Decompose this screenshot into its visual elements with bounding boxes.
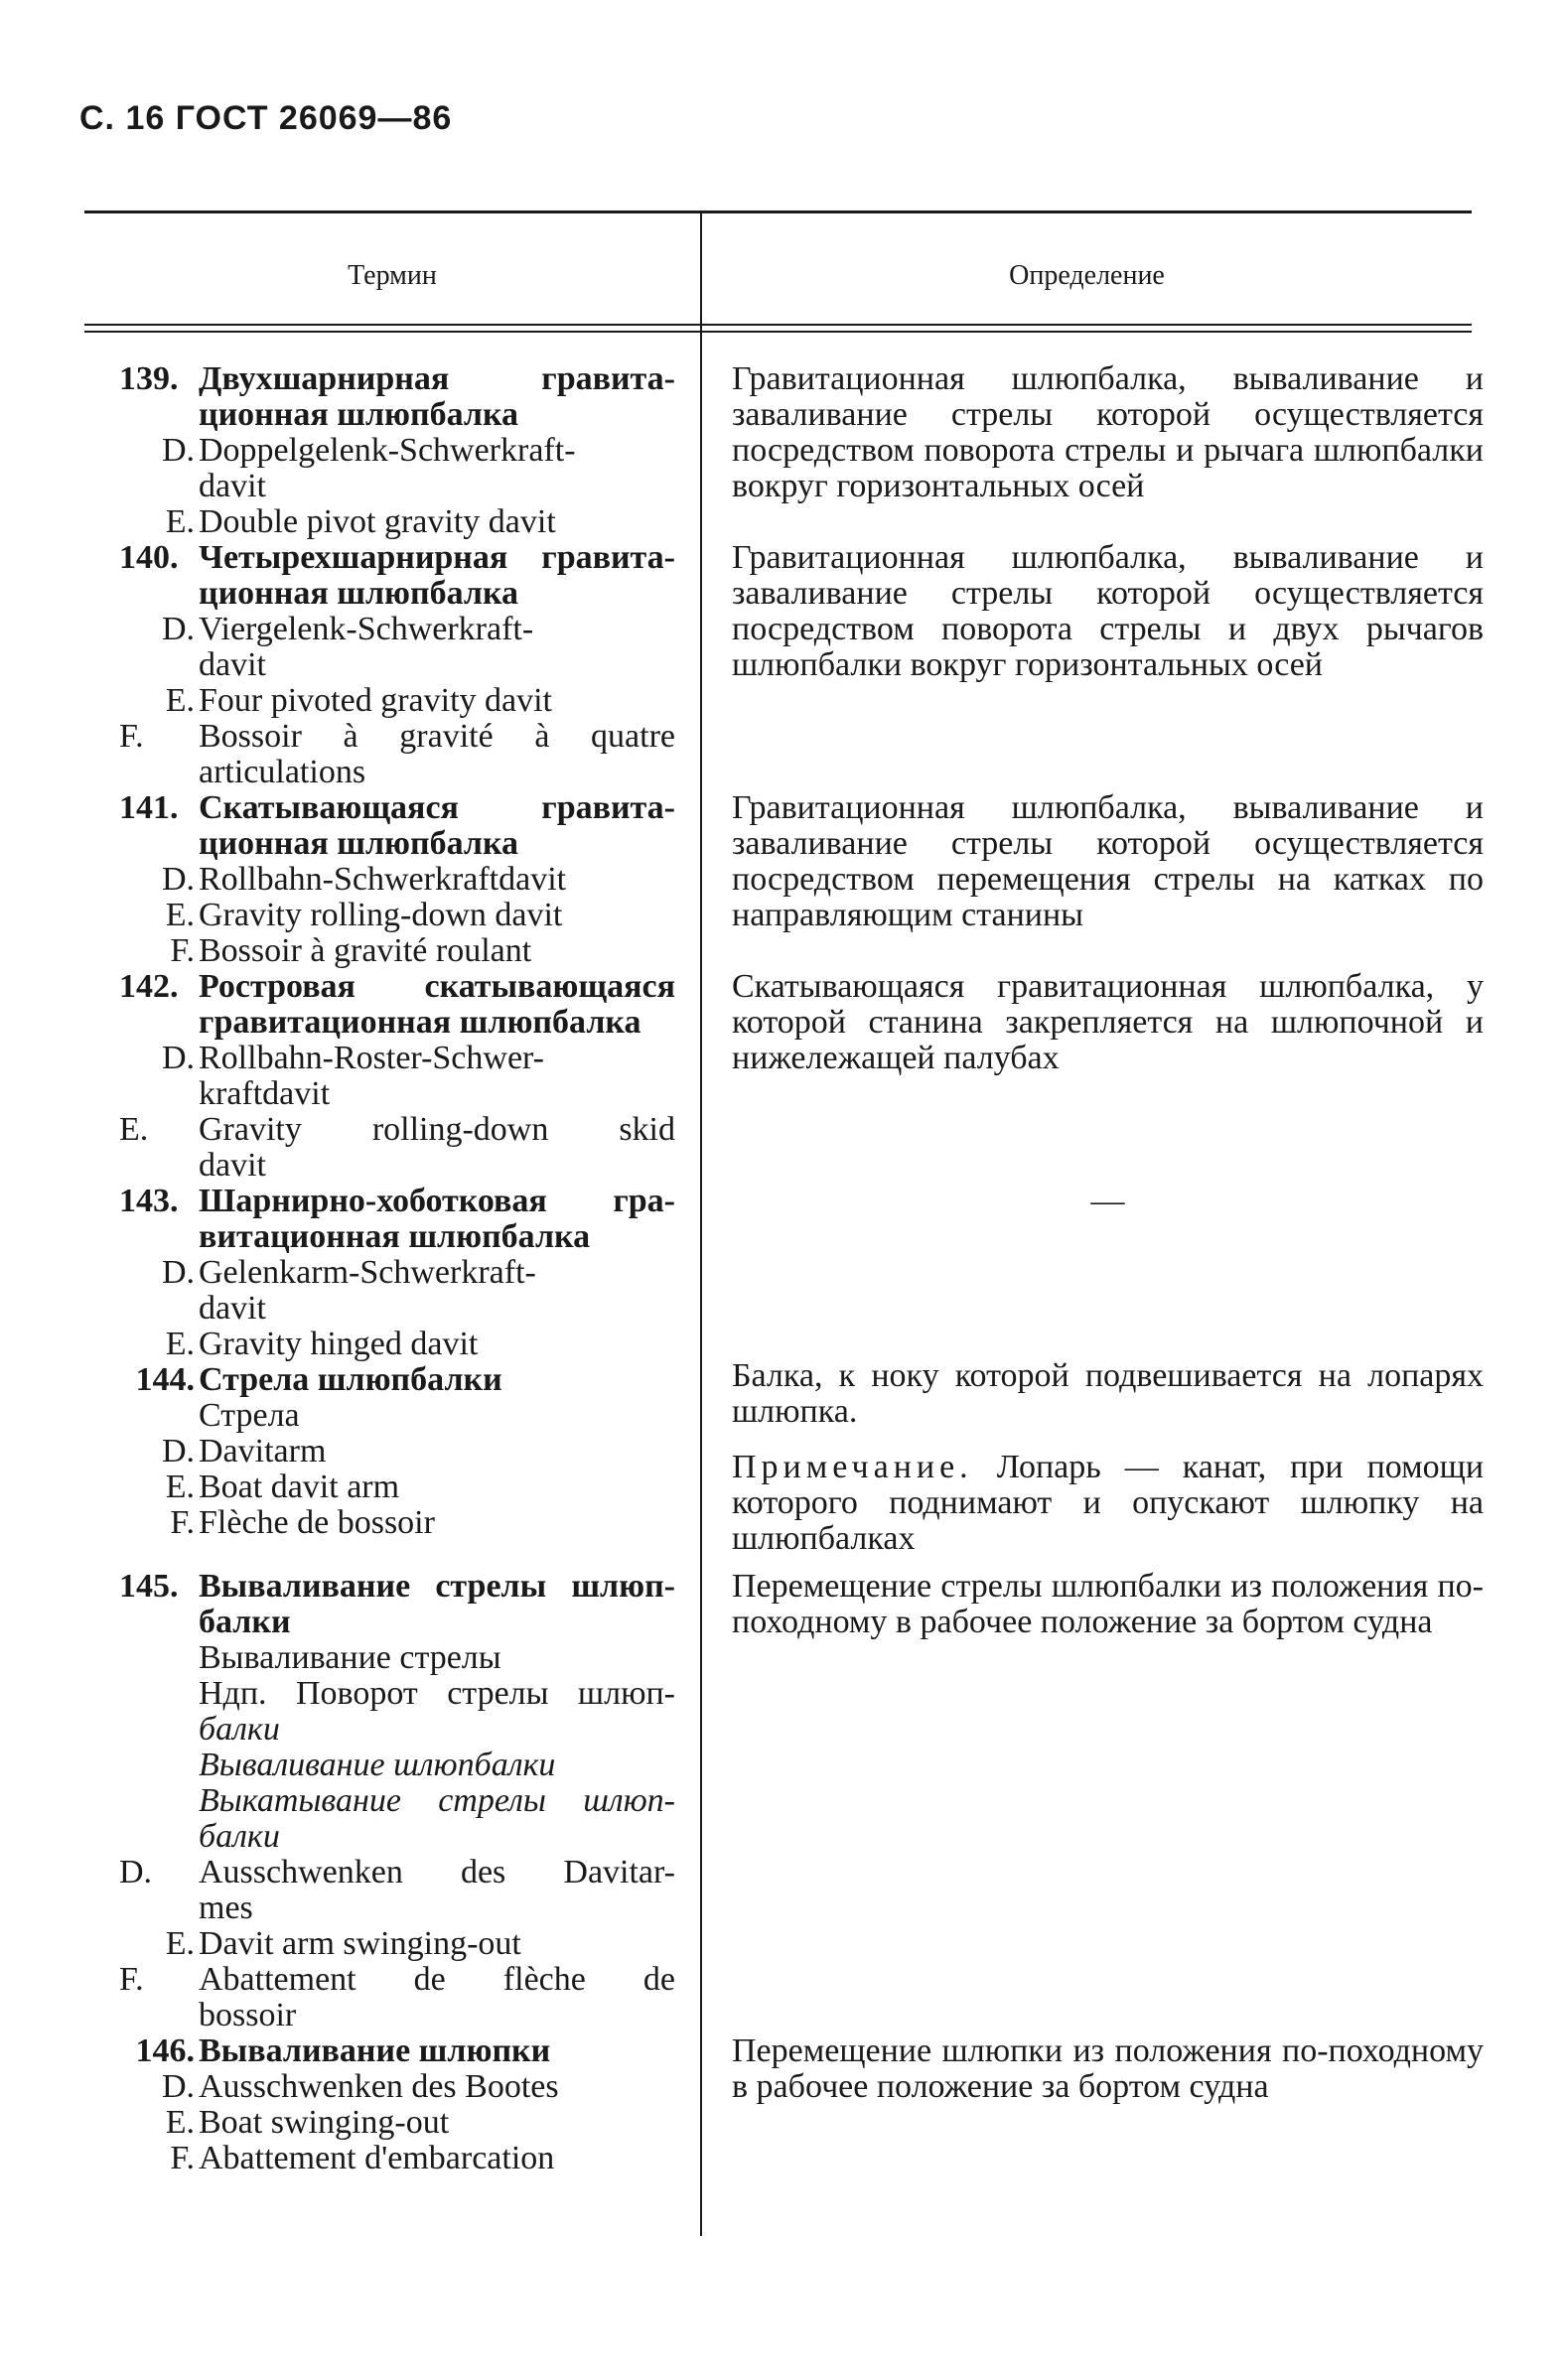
definition-139: Гравитационная шлюпбалка, вываливание и заваливание стрелы которой осуществляется посредством поворота стрелы и рычага шлюпбалки вокруг горизонтальных осей [732,360,1484,504]
term-line: E. Davit arm swinging-out [165,1925,521,1962]
term-line: балки [199,1604,291,1640]
term-entry-143 [119,1184,675,1362]
term-line: гравитационная шлюпбалка [199,1004,641,1041]
definition-141: Гравитационная шлюпбалка, вываливание и заваливание стрелы которой осуществляется посредством перемещения стрелы на катках по направляющим станины [732,789,1484,933]
term-entry-142 [119,969,675,1184]
table-top-rule [84,210,1472,213]
term-line: E. Gravity rolling-down davit [165,897,563,933]
term-entry-141 [119,790,675,969]
term-line: балки [199,1818,280,1855]
term-line: F. Bossoir à gravité roulant [170,932,532,969]
table-header-rule-2 [84,331,1472,333]
table-header-rule-1 [84,324,1472,326]
term-line: F. Bossoir à gravité à quatre [119,718,675,755]
term-line: davit [199,646,266,683]
term-line: D. Rollbahn-Schwerkraftdavit [161,861,567,898]
term-line: D. Gelenkarm-Schwerkraft- [161,1254,536,1291]
term-line: E. Gravity rolling-down skid [119,1111,675,1148]
term-line: F. Flèche de bossoir [170,1504,435,1541]
column-header-term: Термин [348,260,437,291]
term-line: 141. Скатывающаяся гравита- [119,789,675,826]
term-line: bossoir [199,1997,297,2033]
definition-144: Балка, к ноку которой подвешивается на лопарях шлюпка. [732,1357,1484,1430]
term-line: D. Doppelgelenk-Schwerkraft- [161,432,576,469]
term-line: davit [199,1290,266,1327]
note-label: Примечание. [732,1449,973,1485]
term-line: kraftdavit [199,1075,331,1112]
term-line: Ндп. Поворот стрелы шлюп- [199,1675,675,1712]
column-header-definition: Определение [1009,260,1165,291]
term-line: 142. Ростровая скатывающаяся [119,968,675,1005]
term-line: 143. Шарнирно-хоботковая гра- [119,1183,675,1219]
term-line: 139. Двухшарнирная гравита- [119,360,675,397]
term-line: F. Abattement d'embarcation [170,2140,555,2176]
term-line: Стрела [199,1397,300,1434]
term-entry-145 [119,1569,675,2033]
term-line: E. Boat davit arm [165,1469,400,1505]
term-line: 146. Вываливание шлюпки [135,2032,551,2069]
note-144 [732,1450,1484,1557]
term-line: E. Gravity hinged davit [165,1326,479,1362]
term-line: D. Ausschwenken des Bootes [161,2068,559,2105]
term-line: davit [199,1147,266,1184]
term-line: балки [199,1711,280,1748]
term-line: 144. Стрела шлюпбалки [135,1361,502,1398]
column-divider [700,210,702,2236]
term-line: D. Rollbahn-Roster-Schwer- [161,1040,545,1076]
definition-140: Гравитационная шлюпбалка, вываливание и заваливание стрелы которой осуществляется посредством поворота стрелы и двух рычагов шлюпбалки вокруг горизонтальных осей [732,539,1484,683]
term-line: D. Viergelenk-Schwerkraft- [161,611,534,647]
term-entry-146 [119,2033,675,2176]
term-line: 140. Четырехшарнирная гравита- [119,539,675,576]
term-line: витационная шлюпбалка [199,1218,591,1255]
definition-146: Перемещение шлюпки из положения по-походному в рабочее положение за бортом судна [732,2032,1484,2105]
definition-142: Скатывающаяся гравитационная шлюпбалка, у которой станина закрепляется на шлюпочной и нижележащей палубах [732,968,1484,1076]
definition-145: Перемещение стрелы шлюпбалки из положения по-походному в рабочее положение за бортом судна [732,1568,1484,1640]
term-line: F. Abattement de flèche de [119,1961,675,1998]
term-entry-144 [119,1362,675,1541]
term-line: D. Davitarm [161,1433,327,1470]
term-line: E. Four pivoted gravity davit [165,682,553,719]
term-line: Выкатывание стрелы шлюп- [199,1782,675,1819]
term-line: Вываливание шлюпбалки [199,1747,556,1783]
term-line: Вываливание стрелы [199,1639,501,1676]
term-line: articulations [199,754,366,790]
page-header: С. 16 ГОСТ 26069—86 [79,99,453,137]
term-line: ционная шлюпбалка [199,575,519,612]
term-line: mes [199,1890,253,1926]
term-entry-140 [119,540,675,790]
term-line: davit [199,468,266,504]
definition-143: — [1090,1183,1125,1219]
term-entry-139 [119,361,675,540]
term-line: ционная шлюпбалка [199,396,519,433]
term-line: 145. Вываливание стрелы шлюп- [119,1568,675,1605]
term-line: E. Double pivot gravity davit [165,503,556,540]
note-text: Лопарь — канат, при помощи которого поднимают и опускают шлюпку на шлюпбалках [732,1449,1485,1557]
term-line: ционная шлюпбалка [199,825,519,862]
term-line: E. Boat swinging-out [165,2104,450,2141]
term-line: D. Ausschwenken des Davitar- [119,1854,675,1890]
